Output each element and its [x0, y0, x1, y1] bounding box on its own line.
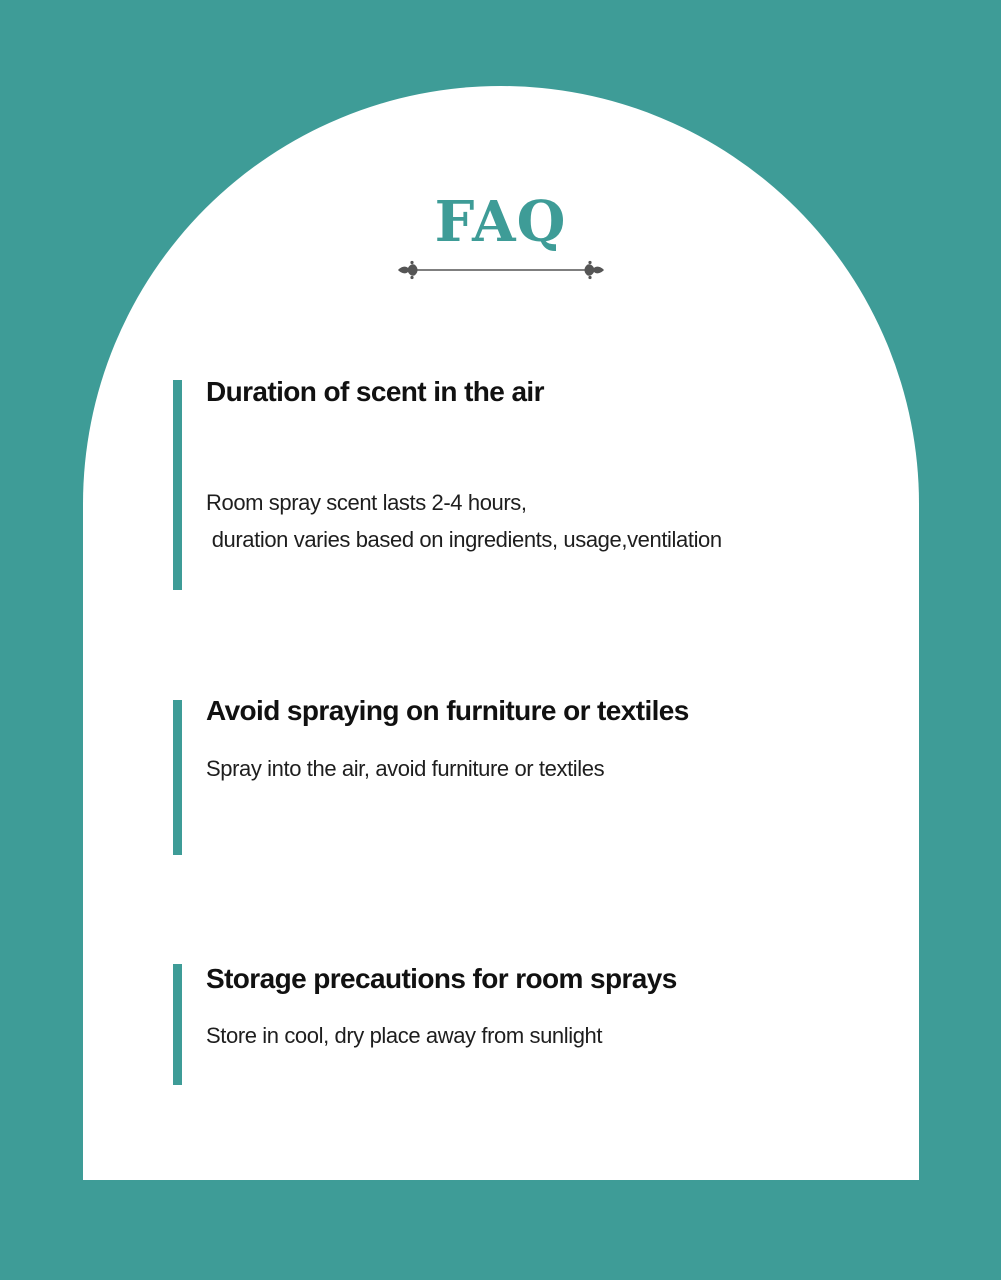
faq-question: Duration of scent in the air	[206, 376, 544, 407]
faq-answer-line: duration varies based on ingredients, usage,ventilation	[206, 527, 722, 552]
faq-question: Storage precautions for room sprays	[206, 963, 677, 994]
faq-accent-bar	[173, 964, 182, 1085]
faq-item	[173, 376, 873, 590]
faq-item	[173, 964, 873, 1085]
faq-answer	[206, 1017, 602, 1054]
faq-answer	[206, 484, 722, 558]
faq-answer-line: Spray into the air, avoid furniture or textiles	[206, 756, 605, 781]
faq-answer-line: Room spray scent lasts 2-4 hours,	[206, 490, 527, 515]
faq-answer-line: Store in cool, dry place away from sunlight	[206, 1023, 603, 1048]
faq-answer	[206, 750, 604, 787]
faq-accent-bar	[173, 380, 182, 590]
page-title: FAQ	[434, 189, 567, 255]
faq-item	[173, 695, 873, 855]
faq-accent-bar	[173, 700, 182, 855]
faq-question: Avoid spraying on furniture or textiles	[206, 695, 689, 726]
ornamental-divider-icon	[396, 258, 606, 282]
